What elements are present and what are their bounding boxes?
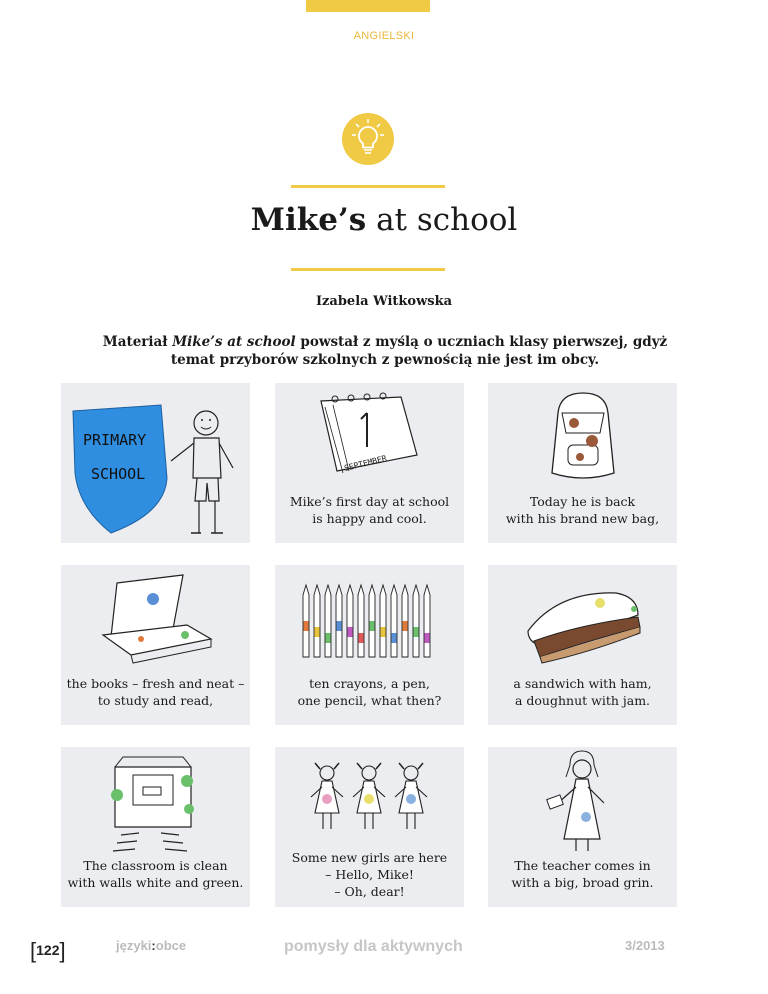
girl-figure [395,763,427,829]
girls-icon [275,747,464,847]
card-sandwich [488,565,677,725]
card-books [61,565,250,725]
backpack-icon [488,383,677,493]
crayon [380,585,386,657]
primary-school-shield-icon [61,383,250,543]
title-rule-top [291,185,445,188]
card-caption: The teacher comes in with a big, broad grin. [511,858,654,890]
crayon [336,585,342,657]
card-crayons [275,565,464,725]
crayon [303,585,309,657]
svg-text:PRIMARY: PRIMARY [83,431,147,449]
page-title: Mike’s at school [250,202,518,238]
card-caption: a sandwich with ham, a doughnut with jam. [513,676,652,708]
page-number: [122] [30,938,66,963]
girl-figure [353,763,385,829]
lightbulb-icon [342,113,394,165]
crayon [402,585,408,657]
classroom-icon [61,747,250,852]
calendar-icon [275,383,464,493]
section-label: ANGIELSKI [353,30,415,42]
crayon [424,585,430,657]
crayon [369,585,375,657]
crayons-icon [275,565,464,670]
card-classroom [61,747,250,907]
card-primary-school [61,383,250,543]
crayon [347,585,353,657]
crayon [391,585,397,657]
books-icon [61,565,250,670]
card-girls [275,747,464,907]
card-caption: ten crayons, a pen, one pencil, what then? [297,676,442,708]
card-first-day [275,383,464,543]
sandwich-icon [488,565,677,670]
card-teacher [488,747,677,907]
crayon [325,585,331,657]
crayon [358,585,364,657]
crayon [413,585,419,657]
crayon [314,585,320,657]
svg-text:SEPTEMBER: SEPTEMBER [343,453,388,473]
card-caption: Today he is back with his brand new bag, [505,494,660,526]
issue-number: 3/2013 [625,938,665,953]
author-name: Izabela Witkowska [315,294,453,309]
girl-figure [311,763,343,829]
teacher-icon [488,747,677,852]
svg-text:SCHOOL: SCHOOL [91,465,146,483]
intro-paragraph: Materiał Mike’s at school powstał z myślą o uczniach klasy pierwszej, gdyż temat przyborów szkolnych z pewnością nie jest im obcy. [102,334,668,368]
magazine-name: języki:obce [116,938,187,953]
top-accent-bar [306,0,430,12]
card-caption: Mike’s first day at school is happy and cool. [289,494,450,526]
card-caption: the books – fresh and neat – to study and read, [66,676,245,708]
card-caption: The classroom is clean with walls white and green. [67,858,244,890]
card-backpack [488,383,677,543]
card-caption: Some new girls are here – Hello, Mike! – Oh, dear! [291,850,448,899]
title-rule-bottom [291,268,445,271]
footer-tagline: pomysły dla aktywnych [284,938,463,955]
